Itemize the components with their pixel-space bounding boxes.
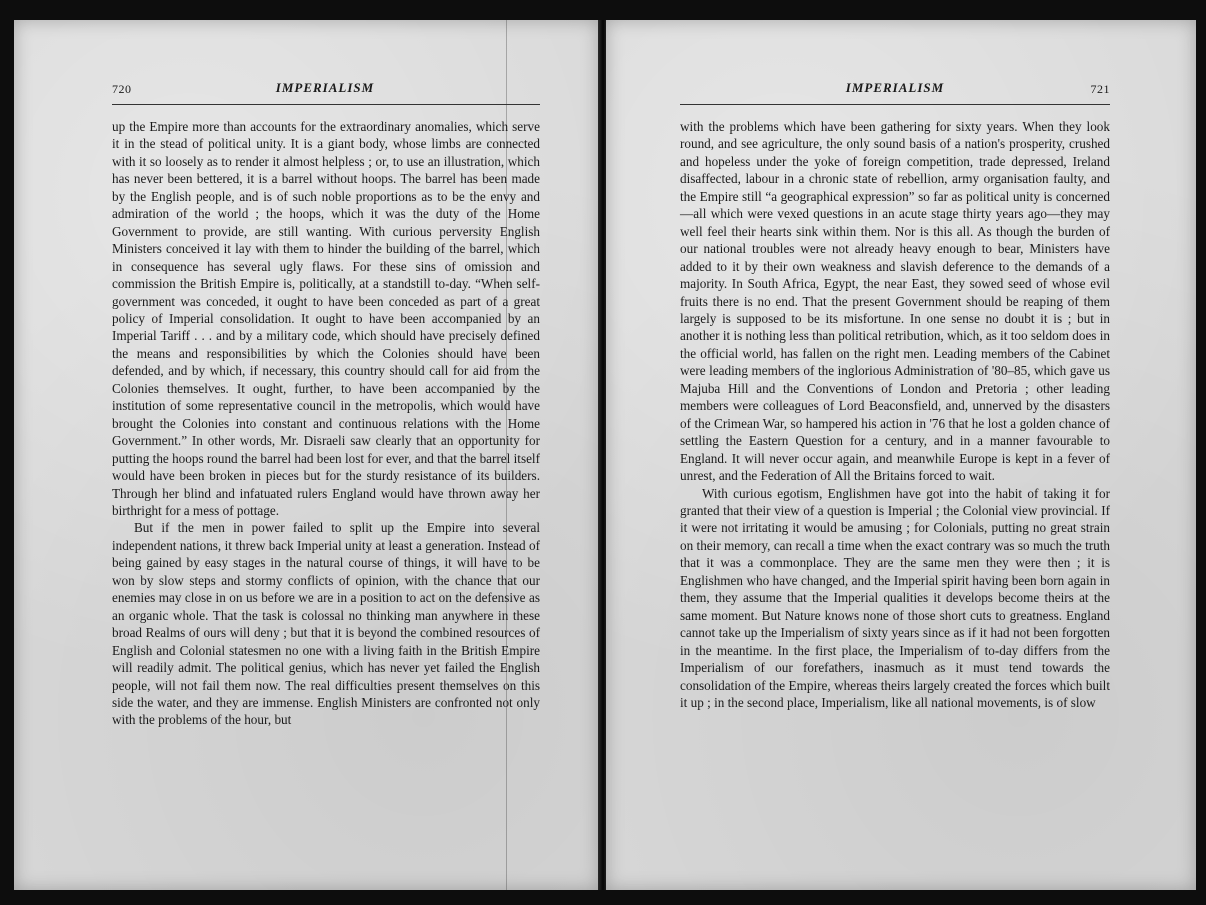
left-page-body: [112, 118, 540, 729]
right-page-body: [680, 118, 1110, 711]
left-paragraph-2: But if the men in power failed to split up the Empire into several independent nations, it threw back Imperial unity at least a generation. Instead of being gained by easy stages in the natural course of things, it will have to be won by slow steps and stormy conflicts of opinion, with the chance that our enemies may close in on us before we are in a position to act on the defensive as an organic whole. That the task is colossal no thinking man anywhere in these broad Realms of ours will deny ; but that it is beyond the combined resources of English and Colonial statesmen no one with a living faith in the British Empire will readily admit. The political genius, which has never yet failed the English people, will not fail them now. The real difficulties present themselves on this side the water, and they are immense. English Ministers are confronted not only with the problems of the hour, but: [112, 520, 540, 728]
left-page: [14, 20, 599, 890]
right-header-rule: [680, 104, 1110, 105]
left-header-rule: [112, 104, 540, 105]
right-page-number: 721: [1090, 82, 1110, 96]
left-page-number: 720: [112, 82, 132, 96]
right-paragraph-2: With curious egotism, Englishmen have got into the habit of taking it for granted that their view of a question is Imperial ; the Colonial view provincial. If it were not irritating it would be amusing ; for Colonials, putting no great strain on their memory, can recall a time when the exact contrary was so much the truth that it was a commonplace. They are the same men they were then ; it is Englishmen who have changed, and the Imperial spirit having been born again in them, they assume that the Imperial qualities it develops become theirs at the same moment. But Nature knows none of those short cuts to greatness. England cannot take up the Imperialism of sixty years since as if it had not been forgotten in the meantime. In the first place, the Imperialism of to-day differs from the Imperialism of our forefathers, inasmuch as it must tend towards the consolidation of the Empire, whereas theirs largely created the forces which built it up ; in the second place, Imperialism, like all national movements, is of slow: [680, 485, 1110, 710]
right-paragraph-1: with the problems which have been gathering for sixty years. When they look round, and see agriculture, the only sound basis of a nation's prosperity, crushed and hopeless under the yoke of foreign competition, trade depressed, Ireland disaffected, labour in a chronic state of rebellion, army organisation faulty, and the Empire still “a geographical expression” so far as political unity is concerned—all which were vexed questions in an acute stage thirty years ago—they may well feel their hearts sink within them. Nor is this all. As though the burden of our national troubles were not already heavy enough to bear, Ministers have added to it by their own weakness and slavish deference to the demands of a majority. In South Africa, Egypt, the near East, they sowed seed of whose evil fruits there is no end. That the present Government should be reaping of them largely is supposed to be its misfortune. In one sense no doubt it is ; but in another it is nothing less than political retribution, which, as it too seldom does in the official world, has fallen on the right men. Leading members of the Cabinet were leading members of the inglorious Administration of '80–85, which gave us Majuba Hill and the Conventions of London and Pretoria ; other leading members were colleagues of Lord Beaconsfield, and, unnerved by the disasters of the Crimean War, so hampered his action in '76 that he lost a golden chance of settling the Eastern Question for a century, and in a manner favourable to England. It will never occur again, and meanwhile Europe is kept in a fever of unrest, and the Federation of All the Britains forced to wait.: [680, 119, 1110, 484]
right-page: [606, 20, 1196, 890]
left-page-header: [112, 78, 538, 100]
left-paragraph-1: up the Empire more than accounts for the extraordinary anomalies, which serve it in the stead of political unity. It is a giant body, whose limbs are connected with it so loosely as to render it almost helpless ; or, to use an illustration, which has never been bettered, it is a barrel without hoops. The barrel has been made by the English people, and is of such noble proportions as to be the envy and admiration of the world ; the hoops, which it was the duty of the Home Government to provide, are still wanting. With curious perversity English Ministers conceived it lay with them to hinder the building of the barrel, which in consequence has several ugly flaws. For these sins of omission and commission the British Empire is, politically, at a standstill to-day. “When self-government was conceded, it ought to have been conceded as part of a great policy of Imperial consolidation. It ought to have been accompanied by an Imperial Tariff . . . and by a military code, which should have precisely defined the means and responsibilities by which the Colonies should have been defended, and by which, if necessary, this country should call for aid from the Colonies themselves. It ought, further, to have been accompanied by the institution of some representative council in the metropolis, which would have brought the Colonies into constant and continuous relations with the Home Government.” In other words, Mr. Disraeli saw clearly that an opportunity for putting the hoops round the barrel had been lost for ever, and that the barrel itself would have been broken in pieces but for the sturdy resistance of its builders. Through her blind and infatuated rulers England would have thrown away her birthright for a mess of pottage.: [112, 119, 540, 518]
right-page-header: [680, 78, 1110, 100]
right-running-head: IMPERIALISM: [845, 80, 945, 95]
left-running-head: IMPERIALISM: [275, 80, 375, 95]
